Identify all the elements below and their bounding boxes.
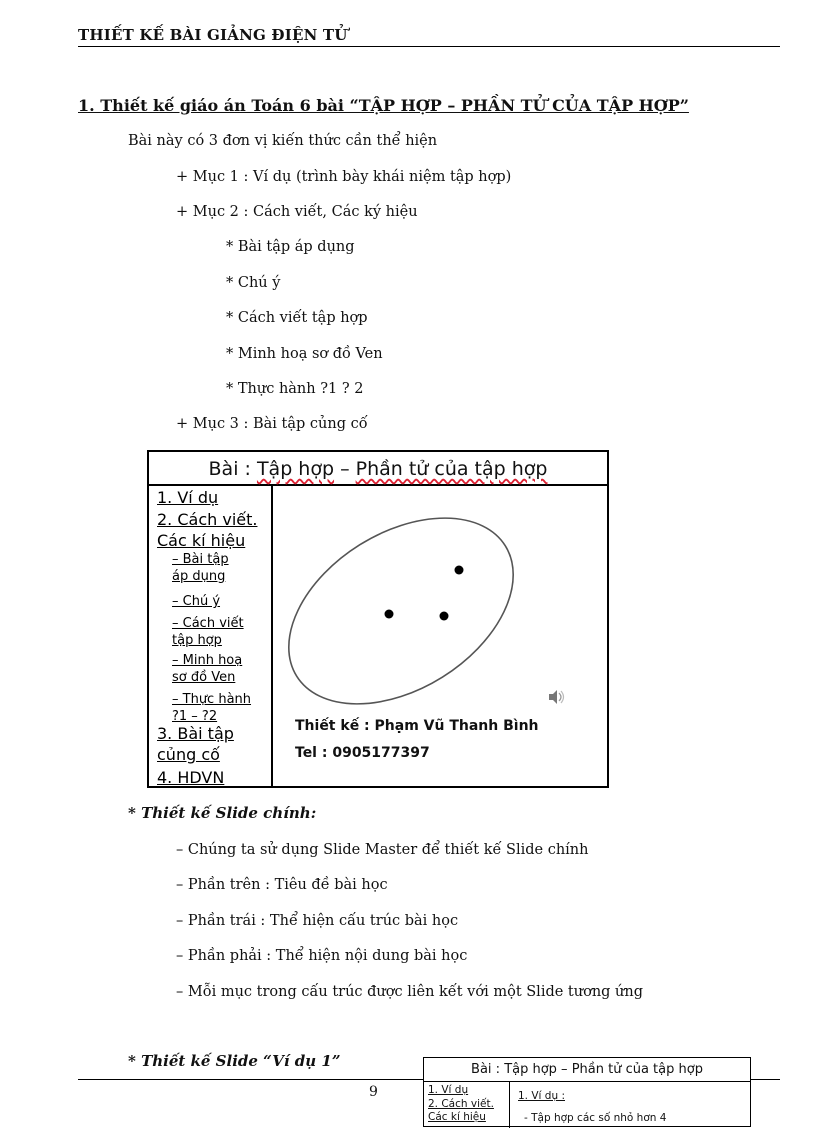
slide2-content-line: - Tập hợp các số nhỏ hơn 4	[524, 1112, 667, 1124]
slide2-title: Bài : Tập hợp – Phần tử của tập hợp	[424, 1058, 750, 1082]
slide2-content-title: 1. Ví dụ :	[518, 1090, 565, 1102]
slide-preview	[147, 450, 609, 788]
slide-nav-link-thuc-hanh[interactable]: – Thực hành	[172, 692, 252, 707]
slide-title-rest: Phần tử của tập hợp	[355, 458, 548, 480]
slide-preview-vi-du	[423, 1057, 751, 1127]
main-slide-point: – Phần trên : Tiêu đề bài học	[176, 877, 388, 893]
document-header-title: THIẾT KẾ BÀI GIẢNG ĐIỆN TỬ	[78, 26, 348, 44]
set-element-dot	[455, 566, 464, 575]
outline-subitem: * Bài tập áp dụng	[226, 239, 355, 255]
outline-item: + Mục 1 : Ví dụ (trình bày khái niệm tập hợp)	[176, 169, 512, 185]
slide-nav-link-cau-hoi[interactable]: ?1 – ?2	[172, 709, 218, 724]
outline-item: + Mục 3 : Bài tập củng cố	[176, 416, 368, 432]
main-slide-point: – Phần phải : Thể hiện nội dung bài học	[176, 948, 468, 964]
slide-nav-link-vi-du[interactable]: 1. Ví dụ	[157, 488, 219, 507]
main-slide-point: – Chúng ta sử dụng Slide Master để thiết kế Slide chính	[176, 842, 589, 858]
slide2-nav-link-vi-du[interactable]: 1. Ví dụ	[428, 1084, 469, 1096]
slide-tel: Tel : 0905177397	[295, 745, 430, 761]
slide-nav-panel	[149, 486, 273, 786]
slide-title-dash: –	[334, 458, 356, 480]
slide-nav-link-minh-hoa[interactable]: – Minh hoạ	[172, 653, 243, 668]
outline-subitem: * Thực hành ?1 ? 2	[226, 381, 364, 397]
main-slide-point: – Mỗi mục trong cấu trúc được liên kết với một Slide tương ứng	[176, 984, 644, 1000]
main-slide-heading: * Thiết kế Slide chính:	[128, 804, 317, 822]
slide2-nav-panel	[424, 1082, 510, 1128]
set-element-dot	[440, 612, 449, 621]
slide-content-panel	[273, 486, 607, 786]
slide-title-prefix: Bài :	[208, 458, 257, 480]
slide-nav-link-ki-hieu[interactable]: Các kí hiệu	[157, 531, 246, 550]
slide-nav-link-cung-co[interactable]: củng cố	[157, 745, 220, 764]
slide-nav-link-so-do-ven[interactable]: sơ đồ Ven	[172, 670, 236, 685]
slide-nav-link-cach-viet-tap-hop[interactable]: – Cách viết	[172, 616, 244, 631]
slide-nav-link-chu-y[interactable]: – Chú ý	[172, 594, 221, 609]
outline-item: + Mục 2 : Cách viết, Các ký hiệu	[176, 204, 418, 220]
outline-subitem: * Minh hoạ sơ đồ Ven	[226, 346, 383, 362]
slide2-nav-link-ki-hieu[interactable]: Các kí hiệu	[428, 1111, 486, 1123]
slide-nav-link-ap-dung[interactable]: áp dụng	[172, 569, 226, 584]
section-title: 1. Thiết kế giáo án Toán 6 bài “TẬP HỢP – PHẦN TỬ CỦA TẬP HỢP”	[78, 96, 689, 115]
main-slide-point: – Phần trái : Thể hiện cấu trúc bài học	[176, 913, 459, 929]
slide-nav-link-hdvn[interactable]: 4. HDVN	[157, 768, 225, 787]
slide-nav-link-bai-tap[interactable]: – Bài tập	[172, 552, 229, 567]
set-element-dot	[385, 610, 394, 619]
intro-text: Bài này có 3 đơn vị kiến thức cần thể hiện	[128, 133, 438, 149]
outline-subitem: * Chú ý	[226, 275, 281, 291]
slide-nav-link-cach-viet[interactable]: 2. Cách viết.	[157, 510, 258, 529]
speaker-icon	[549, 690, 564, 704]
header-divider	[78, 46, 780, 47]
slide-nav-link-bai-tap-cung-co[interactable]: 3. Bài tập	[157, 724, 234, 743]
slide-title-topic: Tập hợp	[256, 458, 335, 480]
venn-diagram	[273, 486, 607, 786]
slide2-nav-link-cach-viet[interactable]: 2. Cách viết.	[428, 1098, 494, 1110]
page-number: 9	[369, 1084, 378, 1100]
slide-nav-link-tap-hop[interactable]: tập hợp	[172, 633, 222, 648]
slide-designer: Thiết kế : Phạm Vũ Thanh Bình	[295, 718, 539, 734]
example-slide-heading: * Thiết kế Slide “Ví dụ 1”	[128, 1052, 341, 1070]
outline-subitem: * Cách viết tập hợp	[226, 310, 368, 326]
slide-title	[149, 452, 607, 486]
venn-ellipse	[273, 486, 547, 742]
